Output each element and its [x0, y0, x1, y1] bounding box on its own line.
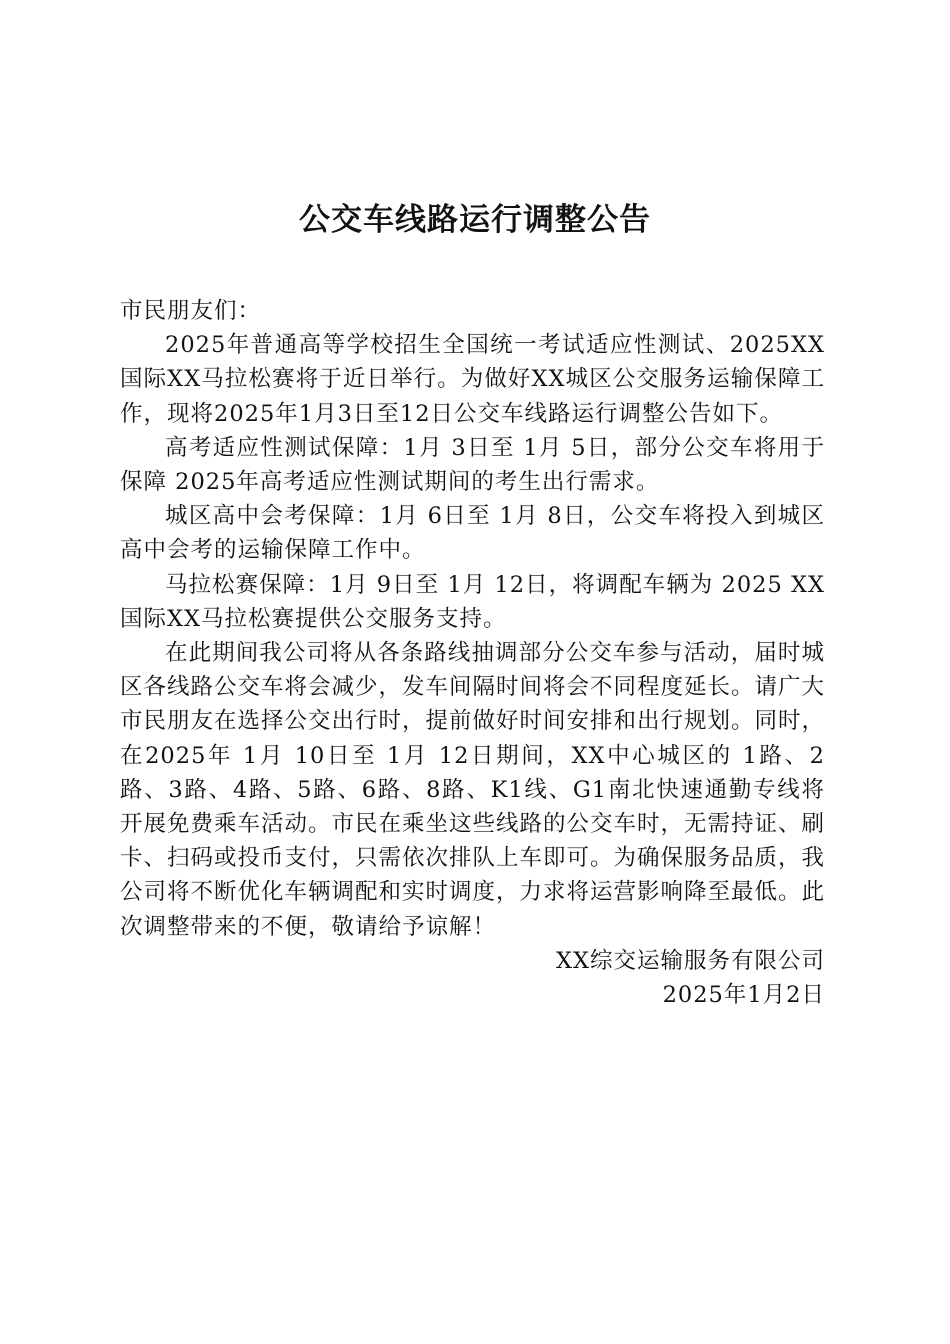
paragraph-service-notice: 在此期间我公司将从各条路线抽调部分公交车参与活动，届时城区各线路公交车将会减少，发车间隔时间将会不同程度延长。请广大市民朋友在选择公交出行时，提前做好时间安排和出行规划。同时，在2025年 1月 10日至 1月 12日期间，XX中心城区的 1路、2路、3路、4路、5路、6路、8路、K1线、G1南北快速通勤专线将开展免费乘车活动。市民在乘坐这些线路的公交车时，无需持证、刷卡、扫码或投币支付，只需依次排队上车即可。为确保服务品质，我公司将不断优化车辆调配和实时调度，力求将运营影响降至最低。此次调整带来的不便，敬请给予谅解！ [120, 640, 826, 940]
paragraph-high-school-exam: 城区高中会考保障：1月 6日至 1月 8日，公交车将投入到城区高中会考的运输保障工作中。 [120, 503, 825, 564]
paragraph-exam-adaptive-test: 高考适应性测试保障：1月 3日至 1月 5日，部分公交车将用于保障 2025年高考适应性测试期间的考生出行需求。 [120, 434, 825, 496]
paragraph-marathon: 马拉松赛保障：1月 9日至 1月 12日，将调配车辆为 2025 XX国际XX马拉松赛提供公交服务支持。 [120, 571, 825, 632]
document-body [120, 294, 825, 1012]
signature-date: 2025年1月2日 [662, 982, 825, 1009]
signature-block [120, 944, 825, 1012]
paragraph-intro: 2025年普通高等学校招生全国统一考试适应性测试、2025XX国际XX马拉松赛将于近日举行。为做好XX城区公交服务运输保障工作，现将2025年1月3日至12日公交车线路运行调整公告如下。 [120, 332, 825, 427]
salutation: 市民朋友们： [120, 298, 262, 324]
signature-organization: XX综交运输服务有限公司 [555, 947, 825, 974]
document-title: 公交车线路运行调整公告 [299, 202, 651, 238]
